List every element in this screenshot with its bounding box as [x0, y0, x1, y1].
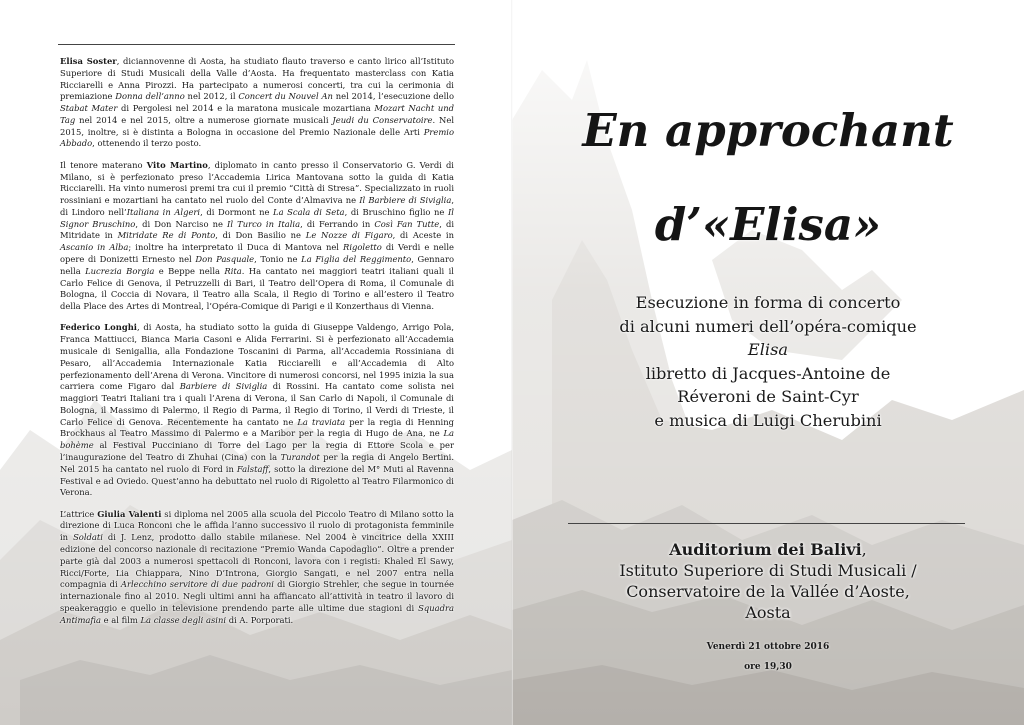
- work-title-ref: Così Fan Tutte: [374, 218, 440, 229]
- event-date: Venerdì 21 ottobre 2016: [706, 642, 830, 652]
- work-title-ref: Arlecchino servitore di due padroni: [120, 579, 274, 590]
- work-title-ref: Il Turco in Italia: [227, 218, 301, 229]
- work-title-ref: Italiana in Algeri: [126, 206, 201, 217]
- concert-description: [512, 291, 1024, 432]
- work-title-ref: Mozart Nacht und Tag: [60, 103, 455, 125]
- description-line: Esecuzione in forma di concerto: [635, 293, 901, 312]
- event-time: ore 19,30: [744, 662, 792, 672]
- event-date-block: [512, 637, 1024, 677]
- venue-name-line: [512, 539, 1024, 560]
- bio-text: nel 2014, l’esecuzione dello: [332, 91, 454, 102]
- bio-text: al Festival Pucciniano di Torre del Lago per la regia di Ettore Scola e per l’inaugurazione del Teatro di Zhuhai (Cina) con la: [60, 440, 454, 462]
- bio-text: , di Lindoro nell’: [60, 195, 454, 217]
- bio-text: , di Don Narciso ne: [135, 218, 228, 229]
- performer-name: Vito Martino: [146, 159, 208, 170]
- bio-text: L’attrice: [60, 508, 98, 519]
- description-line: e musica di Luigi Cherubini: [654, 410, 882, 430]
- work-title-ref: Squadra Antimafia: [60, 602, 454, 625]
- work-title-ref: La Figlia del Reggimento: [301, 254, 412, 264]
- bio-text: , ottenendo il terzo posto.: [92, 138, 202, 149]
- bio-text: , di Aceste in: [392, 230, 454, 241]
- performer-name: Federico Longhi: [60, 322, 137, 333]
- work-title-ref: Donna dell’anno: [115, 91, 185, 102]
- bio-text: ; inoltre ha interpretato il Duca di Mantova nel: [128, 242, 344, 253]
- work-title-ref: La traviata: [297, 416, 346, 427]
- bio-text: di Giorgio Strehler, che segue in tournée internazionale fino al 2010. Negli ultimi anni ha affiancato all’attività in teatro il lavoro di speakeraggio e quello in televisione prendendo parte alle ultime due stagioni di: [60, 579, 454, 613]
- work-title-ref: Il Barbiere di Siviglia: [359, 195, 452, 206]
- work-title-ref: La Scala di Seta: [273, 206, 345, 217]
- work-title-ref: Rita: [224, 265, 242, 276]
- work-title-ref: Lucrezia Borgia: [85, 265, 155, 276]
- work-title-ref: Le Nozze di Figaro: [305, 230, 393, 241]
- bio-text: , Tonio ne: [254, 254, 302, 264]
- work-title-ref: La bohème: [60, 428, 454, 451]
- work-title: Elisa: [747, 340, 789, 359]
- bio-paragraph: [60, 322, 454, 499]
- bio-text: si diploma nel 2005 alla scuola del Piccolo Teatro di Milano sotto la direzione di Luca Ronconi che le affida l’anno successivo il ruolo di protagonista femminile in: [60, 508, 454, 543]
- bio-paragraph: [60, 509, 454, 627]
- venue-name: Auditorium dei Balivi: [669, 540, 862, 559]
- work-title-ref: Falstaff: [236, 463, 269, 474]
- bio-text: e al film: [101, 614, 141, 625]
- bio-paragraph: [60, 160, 454, 313]
- bio-text: , di Ferrando in: [300, 218, 375, 229]
- bio-text: , sotto la direzione del M° Muti al Ravenna Festival e ad Oviedo. Quest’anno ha debuttato nel ruolo di Rigoletto al Teatro Filarmonico di Verona.: [60, 463, 454, 498]
- bio-text: di Rossini. Ha cantato come solista nei maggiori Teatri Italiani tra i quali l’Arena di Verona, il San Carlo di Napoli, il Comunale di Bologna, il Massimo di Palermo, il Regio di Parma, il Regio di Torino, il Verdi di Trieste, il Carlo Felice di Genova. Recentemente ha cantato ne: [60, 381, 454, 427]
- work-title-ref: La classe degli asini: [140, 614, 227, 625]
- bio-text: . Nel 2015, inoltre, si è distinta a Bologna in occasione del Premio Nazionale delle Arti: [60, 114, 454, 137]
- bio-text: , Gennaro nella: [60, 254, 454, 276]
- work-title-ref: Mitridate Re di Ponto: [117, 230, 216, 241]
- bio-text: per la regia di Angelo Bertini. Nel 2015 ha cantato nel ruolo di Ford in: [60, 452, 454, 474]
- title-line-2: d’«Elisa»: [654, 198, 882, 251]
- bio-text: , diciannovenne di Aosta, ha studiato flauto traverso e canto lirico all’Istituto Superiore di Studi Musicali della Valle d’Aosta. Ha frequentato masterclass con Katia Ricciarelli e Anna Pirozzi. Ha partecipato a numerosi concerti, tra cui la cerimonia di premiazione: [60, 56, 454, 102]
- work-title-ref: Concert du Nouvel An: [238, 91, 333, 102]
- venue-block: [512, 539, 1024, 623]
- bio-text: e Beppe nella: [154, 265, 225, 276]
- venue-institute: Istituto Superiore di Studi Musicali /: [619, 561, 917, 580]
- performer-name: Elisa Soster: [60, 56, 117, 66]
- bio-text: , diplomato in canto presso il Conservatorio G. Verdi di Milano, si è perfezionato preso l’Accademia Lirica Mantovana sotto la guida di Katia Ricciarelli. Ha vinto numerosi premi tra cui il premio “Città di Stresa”. Specializzato in ruoli rossiniani e mozartiani ha cantato nel ruolo del Conte d’Almaviva ne: [60, 159, 454, 206]
- bio-text: di J. Lenz, prodotto dallo stabile milanese. Nel 2004 è vincitrice della XXIII edizione del concorso nazionale di recitazione “Premio Wanda Capodaglio”. Oltre a prender parte già dal 2003 a numerosi spettacoli di Ronconi, lavora con i registi: Khaled El Sawy, Ricci/Forte, Lia Chiappara, Nino D’Introna, Giorgio Sangati, e nel 2007 entra nella compagnia di: [60, 532, 454, 590]
- bio-text: di A. Porporati.: [226, 614, 294, 625]
- work-title-ref: Jeudi du Conservatoire: [332, 114, 433, 125]
- page-fold: [511, 0, 513, 725]
- right-page: [512, 0, 1024, 725]
- work-title-ref: Barbiere di Siviglia: [179, 381, 268, 392]
- work-title-ref: Soldati: [73, 532, 103, 543]
- work-title-ref: Il Signor Bruschino: [60, 206, 454, 229]
- bio-text: nel 2014 e nel 2015, oltre a numerose giornate musicali: [75, 114, 333, 125]
- work-title-ref: Rigoletto: [343, 242, 382, 253]
- bio-paragraph: [60, 56, 454, 150]
- venue-city: Aosta: [745, 603, 791, 622]
- bio-text: , di Dormont ne: [200, 206, 274, 217]
- work-title-ref: Turandot: [280, 452, 320, 462]
- bio-text: , di Don Basilio ne: [215, 230, 306, 241]
- title-line-1: En approchant: [582, 104, 954, 157]
- top-rule: [58, 44, 455, 45]
- venue-rule: [568, 523, 965, 524]
- bio-text: , di Aosta, ha studiato sotto la guida di Giuseppe Valdengo, Arrigo Pola, Franca Mattiucci, Bianca Maria Casoni e Alida Ferrarini. Si è perfezionato all’Accademia musicale di Senigallia, alla Fondazione Toscanini di Parma, all’Accademia Rossiniana di Pesaro, all’Accademia Internazionale Katia Ricciarelli e all’Accademia di Alto perfezionamento dell’Arena di Verona. Vincitore di numerosi concorsi, nel 1995 inizia la sua carriera come Figaro dal: [60, 322, 454, 392]
- bio-text: di Pergolesi nel 2014 e la maratona musicale mozartiana: [117, 103, 375, 114]
- venue-conservatoire: Conservatoire de la Vallée d’Aoste,: [626, 582, 910, 601]
- bio-text: Il tenore materano: [60, 159, 147, 170]
- bio-text: di Verdi e nelle opere di Donizetti Ernesto nel: [60, 242, 455, 264]
- performer-name: Giulia Valenti: [97, 508, 162, 519]
- description-line: Réveroni de Saint-Cyr: [677, 387, 859, 406]
- bio-text: . Ha cantato nei maggiori teatri italiani quali il Carlo Felice di Genova, il Petruzzelli di Bari, il Teatro dell’Opera di Roma, il Comunale di Bologna, il Coccia di Novara, il Teatro alla Scala, il Regio di Torino e all’estero il Teatro della Place des Artes di Montreal, l’Opéra-Comique di Parigi e il Konzerthaus di Vienna.: [60, 265, 454, 312]
- work-title-ref: Stabat Mater: [60, 103, 118, 114]
- work-title-ref: Premio Abbado: [60, 126, 454, 149]
- bio-text: nel 2012, il: [184, 91, 239, 102]
- description-line: di alcuni numeri dell’opéra-comique: [619, 316, 917, 336]
- biographies-column: [60, 56, 454, 636]
- work-title-ref: Don Pasquale: [195, 254, 255, 264]
- work-title-ref: Ascanio in Alba: [60, 242, 129, 253]
- bio-text: , di Mitridate in: [60, 218, 455, 241]
- description-line: libretto di Jacques-Antoine de: [645, 363, 891, 383]
- bio-text: per la regia di Henning Brockhaus al Teatro Massimo di Palermo e a Maribor per la regia di Hugo de Ana, ne: [60, 416, 454, 439]
- bio-text: , di Bruschino figlio ne: [344, 206, 448, 217]
- venue-name-suffix: ,: [861, 540, 867, 559]
